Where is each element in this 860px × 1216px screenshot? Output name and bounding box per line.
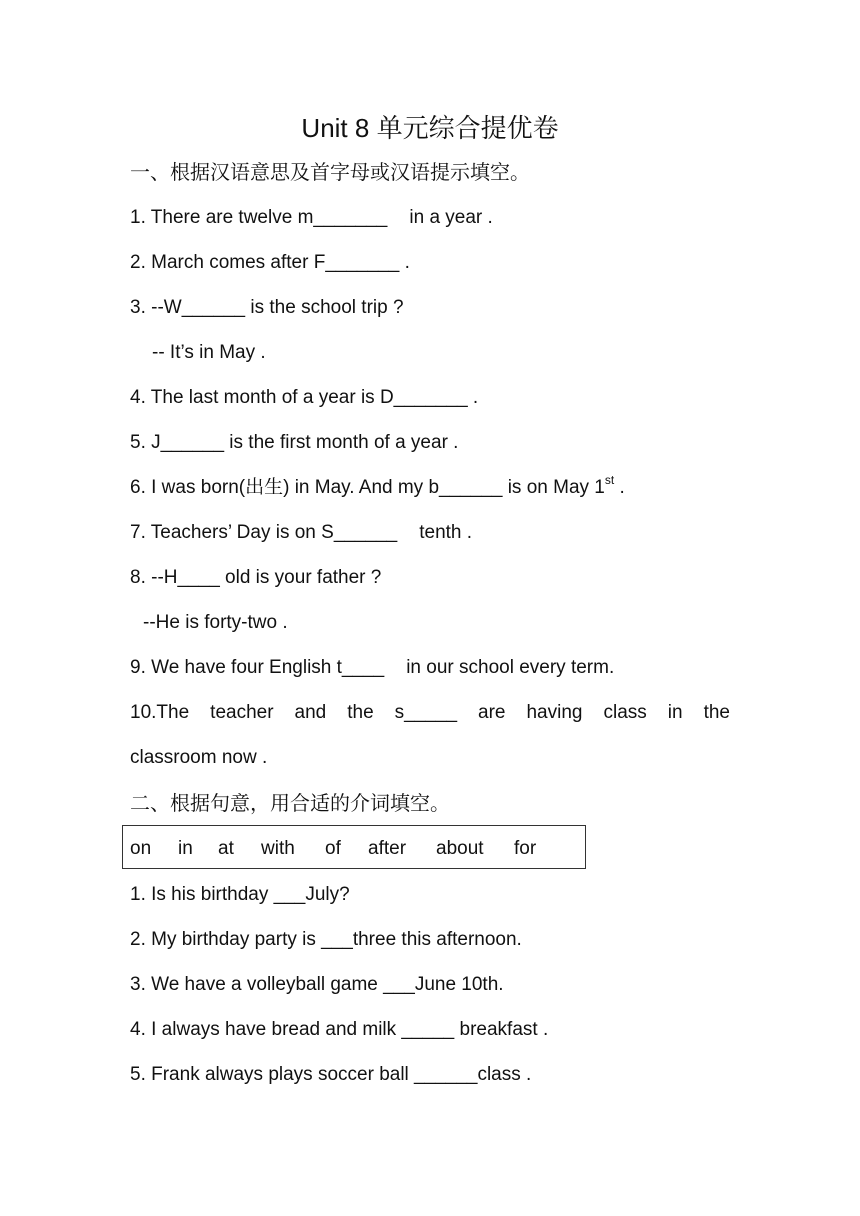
word-bank-item: on [130, 838, 152, 859]
question-1 [130, 205, 730, 231]
word-bank-item: after [368, 838, 407, 859]
word-bank-item: for [514, 838, 537, 859]
prep-question-2: 2. My birthday party is ___three this afternoon. [130, 929, 522, 950]
question-6-text: 6. I was born(出生) in May. And my b______ is on May 1 [130, 477, 605, 498]
word-bank-item: about [436, 838, 484, 859]
prep-question-1: 1. Is his birthday ___July? [130, 884, 350, 905]
question-9 [130, 655, 730, 681]
question-10-continued: classroom now . [130, 747, 268, 768]
question-7-text: 7. Teachers’ Day is on S______ [130, 522, 398, 543]
prep-question-5: 5. Frank always plays soccer ball ______class . [130, 1064, 532, 1085]
question-8-answer: --He is forty-two . [143, 612, 288, 633]
prep-question-3: 3. We have a volleyball game ___June 10th. [130, 974, 504, 995]
prep-question-4: 4. I always have bread and milk _____ breakfast . [130, 1019, 549, 1040]
word-bank-item: at [218, 838, 234, 859]
question-1-text-end: in a year . [409, 207, 493, 228]
question-8: 8. --H____ old is your father ? [130, 567, 382, 588]
question-9-text-end: in our school every term. [406, 657, 615, 678]
question-7 [130, 520, 730, 546]
ordinal-suffix: st [604, 473, 615, 487]
question-3: 3. --W______ is the school trip ? [130, 297, 404, 318]
question-4: 4. The last month of a year is D_______ . [130, 387, 479, 408]
word-bank [122, 825, 586, 869]
question-3-answer: -- It’s in May . [152, 342, 266, 363]
section1-heading: 一、根据汉语意思及首字母或汉语提示填空。 [130, 160, 530, 184]
question-7-text-end: tenth . [419, 522, 473, 543]
word-bank-item: of [325, 838, 341, 859]
section2-heading: 二、根据句意，用合适的介词填空。 [130, 791, 450, 815]
question-6-text-end: . [614, 477, 625, 498]
question-9-text: 9. We have four English t____ [130, 657, 385, 678]
question-2: 2. March comes after F_______ . [130, 252, 410, 273]
word-bank-item: with [261, 838, 295, 859]
question-10: 10.The teacher and the s_____ are having class in the [130, 702, 730, 723]
word-bank-item: in [178, 838, 193, 859]
page-title: Unit 8 单元综合提优卷 [301, 113, 559, 143]
question-5: 5. J______ is the first month of a year . [130, 432, 459, 453]
question-6 [130, 475, 730, 501]
question-1-text: 1. There are twelve m_______ [130, 207, 388, 228]
